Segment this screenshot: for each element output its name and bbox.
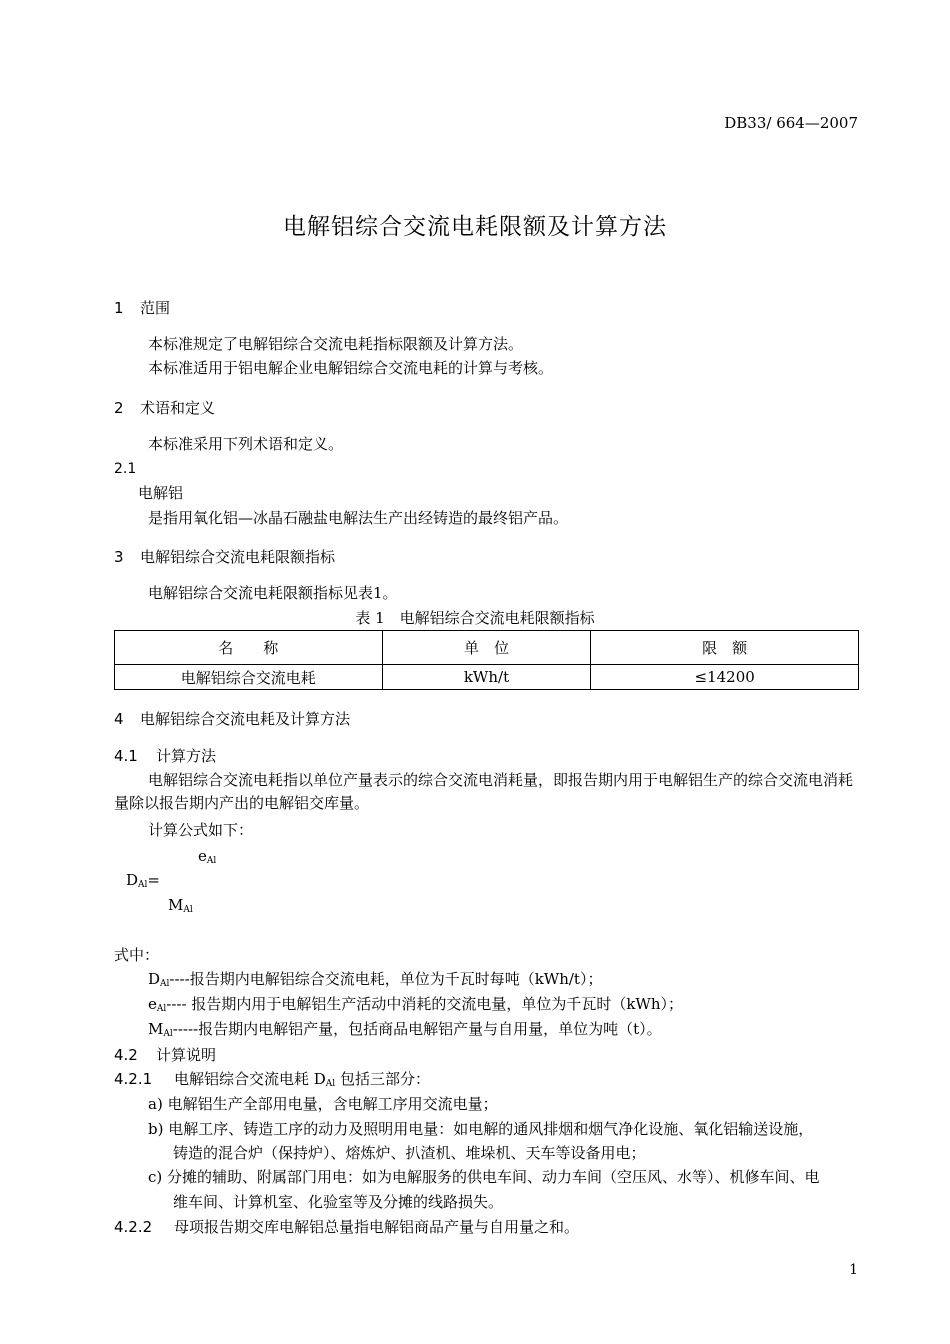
subscript: Al bbox=[138, 880, 148, 890]
list-item: b) 电解工序、铸造工序的动力及照明用电量：如电解的通风排烟和烟气净化设施、氧化铝输送设施， bbox=[148, 1120, 814, 1138]
clause-number: 4.2.2 bbox=[114, 1218, 153, 1236]
subscript: Al bbox=[206, 856, 217, 866]
table-header-cell: 名 称 bbox=[115, 631, 383, 665]
subscript: Al bbox=[156, 1004, 167, 1014]
symbol: D bbox=[126, 871, 139, 889]
table-caption: 表 1 电解铝综合交流电耗限额指标 bbox=[355, 609, 595, 627]
table-header-cell: 单 位 bbox=[382, 631, 591, 665]
subscript: Al bbox=[163, 1029, 173, 1039]
subsection-number: 4.1 bbox=[114, 747, 138, 765]
document-number: DB33/ 664—2007 bbox=[724, 114, 858, 132]
list-item: a) 电解铝生产全部用电量，含电解工序用交流电量； bbox=[148, 1095, 498, 1113]
section-number: 3 bbox=[114, 548, 124, 566]
clause-number: 4.2.1 bbox=[114, 1070, 153, 1088]
section-title: 电解铝综合交流电耗及计算方法 bbox=[140, 710, 351, 728]
section-title: 范围 bbox=[140, 299, 171, 317]
definition-text: ----报告期内电解铝综合交流电耗，单位为千瓦时每吨（kWh/t）； bbox=[169, 970, 603, 988]
subsection-title: 计算说明 bbox=[156, 1046, 217, 1064]
subsection-4-2-heading bbox=[114, 1044, 216, 1065]
section-number: 2 bbox=[114, 399, 124, 417]
list-item-continuation: 维车间、计算机室、化验室等及分摊的线路损失。 bbox=[173, 1193, 504, 1211]
section-2-heading bbox=[114, 397, 215, 418]
limit-table bbox=[114, 630, 859, 690]
section-3-heading bbox=[114, 546, 335, 567]
symbol: D bbox=[148, 970, 161, 988]
subscript: Al bbox=[160, 979, 170, 989]
subsection-4-1-heading bbox=[114, 745, 216, 766]
section-1-heading bbox=[114, 297, 170, 318]
document-title: 电解铝综合交流电耗限额及计算方法 bbox=[283, 214, 667, 240]
subscript: Al bbox=[325, 1079, 336, 1089]
paragraph: 电解铝综合交流电耗指以单位产量表示的综合交流电消耗量，即报告期内用于电解铝生产的综合交流电消耗量除以报告期内产出的电解铝交库量。 bbox=[114, 771, 854, 812]
subsection-number: 4.2 bbox=[114, 1046, 138, 1064]
table-cell: 电解铝综合交流电耗 bbox=[115, 665, 383, 690]
section-title: 电解铝综合交流电耗限额指标 bbox=[140, 548, 336, 566]
formula-denominator bbox=[168, 895, 193, 918]
term: 电解铝 bbox=[138, 484, 184, 502]
table-header-row bbox=[115, 631, 859, 665]
section-number: 1 bbox=[114, 299, 124, 317]
formula-numerator bbox=[198, 846, 216, 869]
where-label: 式中： bbox=[114, 946, 160, 964]
section-number: 4 bbox=[114, 710, 124, 728]
paragraph: 本标准采用下列术语和定义。 bbox=[148, 435, 344, 453]
subscript: Al bbox=[183, 905, 193, 915]
subsection-number: 2.1 bbox=[114, 461, 137, 477]
symbol: M bbox=[168, 896, 184, 914]
symbol: e bbox=[198, 847, 207, 865]
variable-definition bbox=[148, 969, 602, 992]
table-cell: kWh/t bbox=[382, 665, 591, 690]
list-item-continuation: 铸造的混合炉（保持炉）、熔炼炉、扒渣机、堆垛机、天车等设备用电； bbox=[173, 1144, 646, 1162]
table-row bbox=[115, 665, 859, 690]
subsection-title: 计算方法 bbox=[156, 747, 217, 765]
table-cell: ≤14200 bbox=[591, 665, 859, 690]
paragraph: 电解铝综合交流电耗限额指标见表1。 bbox=[148, 584, 398, 602]
paragraph: 本标准规定了电解铝综合交流电耗指标限额及计算方法。 bbox=[148, 335, 524, 353]
paragraph: 本标准适用于铝电解企业电解铝综合交流电耗的计算与考核。 bbox=[148, 359, 554, 377]
term-definition: 是指用氧化铝—冰晶石融盐电解法生产出经铸造的最终铝产品。 bbox=[148, 509, 569, 527]
list-item: c) 分摊的辅助、附属部门用电：如为电解服务的供电车间、动力车间（空压风、水等）、机修车间、电 bbox=[148, 1168, 820, 1186]
formula-lhs bbox=[126, 870, 160, 893]
definition-text: -----报告期内电解铝产量，包括商品电解铝产量与自用量，单位为吨（t）。 bbox=[172, 1020, 662, 1038]
section-title: 术语和定义 bbox=[140, 399, 216, 417]
clause-text: 母项报告期交库电解铝总量指电解铝商品产量与自用量之和。 bbox=[174, 1218, 580, 1236]
clause-4-2-2 bbox=[114, 1217, 579, 1237]
clause-text: 包括三部分： bbox=[335, 1070, 430, 1088]
clause-4-2-1 bbox=[114, 1069, 430, 1092]
paragraph: 计算公式如下： bbox=[148, 821, 254, 839]
clause-text: 电解铝综合交流电耗 D bbox=[174, 1070, 326, 1088]
variable-definition bbox=[148, 994, 683, 1017]
table-header-cell: 限 额 bbox=[591, 631, 859, 665]
equals-sign: = bbox=[147, 871, 160, 889]
symbol: M bbox=[148, 1020, 164, 1038]
definition-text: ---- 报告期内用于电解铝生产活动中消耗的交流电量，单位为千瓦时（kWh）； bbox=[166, 995, 683, 1013]
variable-definition bbox=[148, 1019, 662, 1042]
section-4-heading bbox=[114, 708, 350, 729]
page-number: 1 bbox=[849, 1262, 858, 1278]
symbol: e bbox=[148, 995, 157, 1013]
